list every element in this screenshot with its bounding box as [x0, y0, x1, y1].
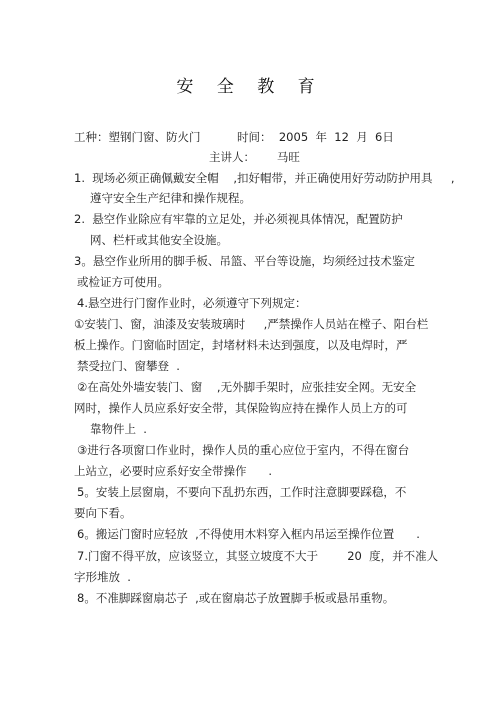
- body-line: 8。不准脚踩窗扇芯子 ,或在窗扇芯子放置脚手板或悬吊重物。: [77, 591, 395, 605]
- body-line: 字形堆放 .: [74, 570, 131, 584]
- body-line: 上站立，必要时应系好安全带操作 .: [74, 464, 273, 478]
- body-line: 网、栏杆或其他安全设施。: [90, 233, 228, 247]
- speaker-line: 主讲人： 马旺: [209, 150, 300, 164]
- body-line: 5。安装上层窗扇，不要向下乱扔东西，工作时注意脚要踩稳，不: [77, 485, 407, 499]
- body-line: 6。搬运门窗时应轻放 ,不得使用木料穿入框内吊运至操作位置 .: [77, 527, 420, 541]
- body-line: 要向下看。: [74, 506, 132, 520]
- body-line: 2. 悬空作业除应有牢靠的立足处，并必须视具体情况，配置防护: [74, 212, 403, 226]
- body-line: ①安装门、窗，油漆及安装玻璃时 ,严禁操作人员站在樘子、阳台栏: [74, 317, 429, 331]
- body-line: 遵守安全生产纪律和操作规程。: [90, 191, 251, 205]
- body-line: 4.悬空进行门窗作业时，必须遵守下列规定：: [77, 296, 307, 310]
- body-line: 3。悬空作业所用的脚手板、吊篮、平台等设施，均须经过技术鉴定: [74, 254, 415, 268]
- body-line: 靠物件上 .: [90, 422, 147, 436]
- body-line: 禁受拉门、窗攀登 .: [77, 359, 180, 373]
- body-line: ③进行各项窗口作业时，操作人员的重心应位于室内，不得在窗台: [77, 443, 410, 457]
- document-title: 安 全 教 育: [176, 77, 324, 97]
- meta-line: 工种：塑钢门窗、防火门 时间： 2005 年 12 月 6日: [74, 130, 394, 144]
- body-line: ②在高处外墙安装门、窗 ,无外脚手架时，应张挂安全网。无安全: [77, 380, 417, 394]
- body-line: 1. 现场必须正确佩戴安全帽 ,扣好帽带，并正确使用好劳动防护用具 ,: [74, 171, 455, 185]
- body-line: 板上操作。门窗临时固定，封堵材料未达到强度，以及电焊时，严: [74, 338, 408, 352]
- body-line: 或检证方可使用。: [77, 275, 169, 289]
- body-line: 网时，操作人员应系好安全带，其保险钩应持在操作人员上方的可: [74, 401, 408, 415]
- body-line: 7.门窗不得平放，应该竖立，其竖立坡度不大于 20 度，并不准人: [77, 549, 439, 563]
